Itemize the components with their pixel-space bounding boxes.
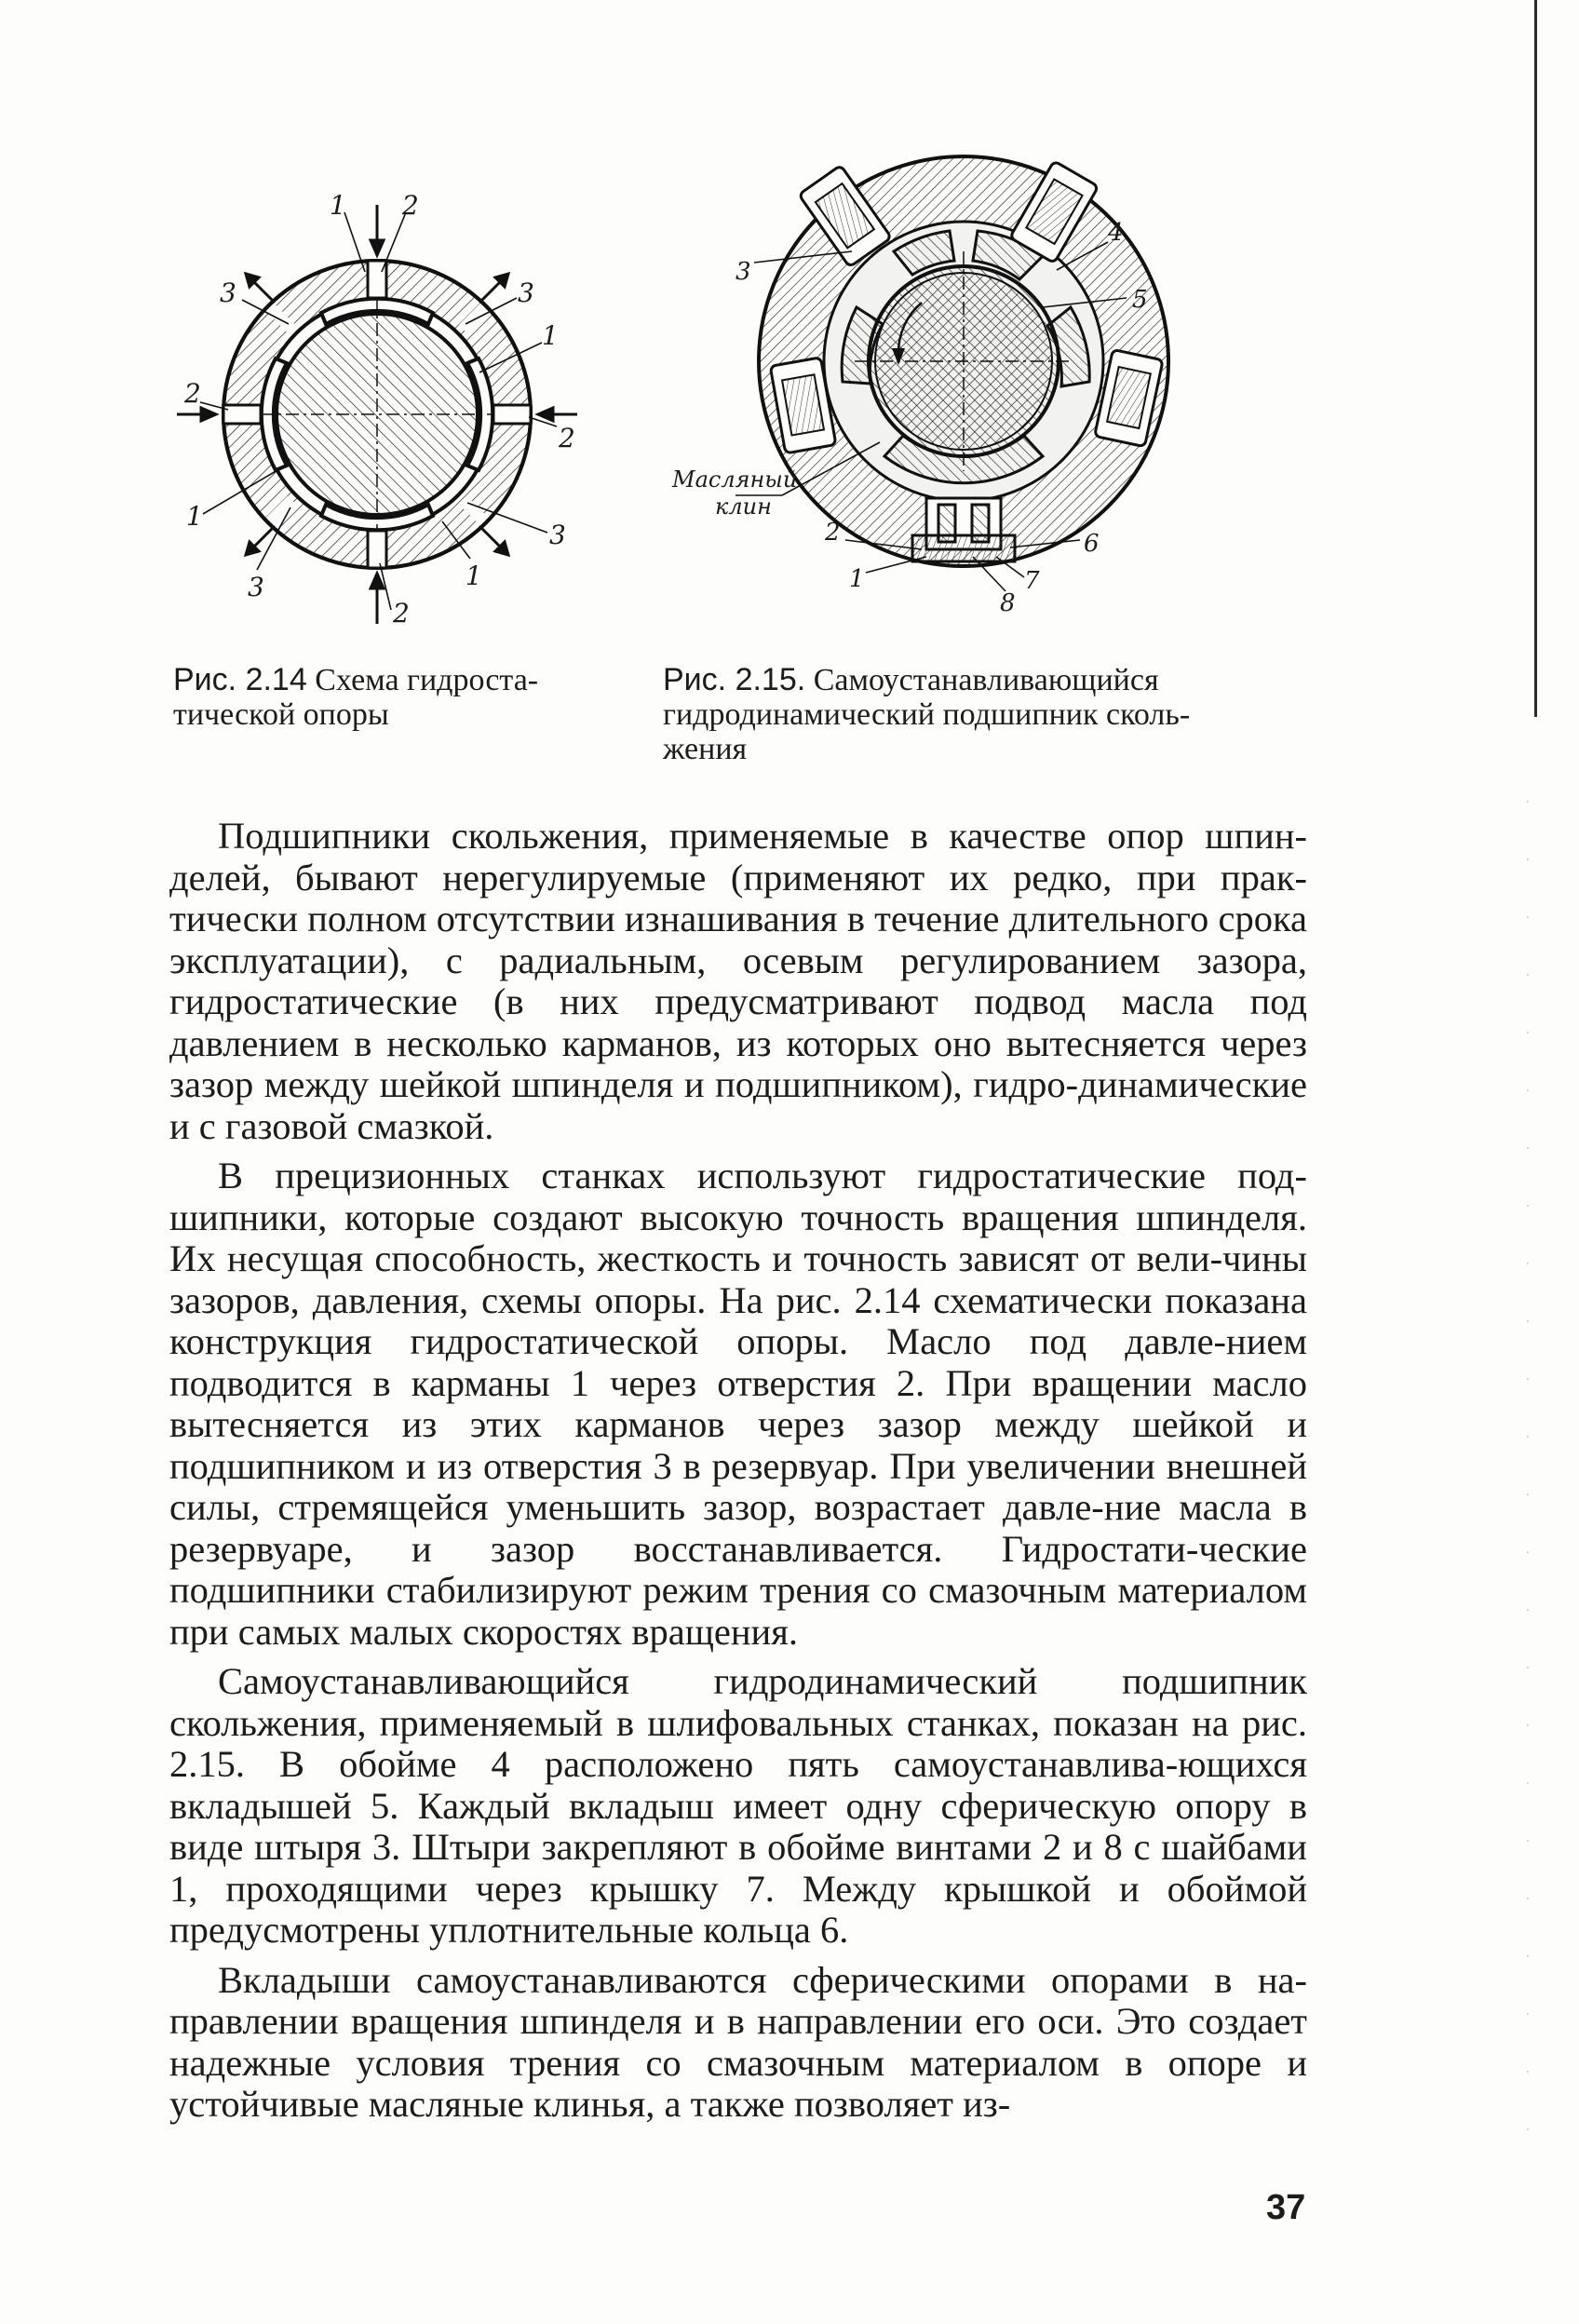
callout-1-right: 1 bbox=[542, 320, 559, 351]
callout-3-lower-left: 3 bbox=[248, 572, 264, 602]
callout-5: 5 bbox=[1132, 286, 1148, 314]
caption-text: Схема гидроста-тической опоры bbox=[173, 663, 539, 732]
callout-8: 8 bbox=[1000, 589, 1016, 617]
callout-1-left: 1 bbox=[186, 501, 203, 532]
callout-6: 6 bbox=[1084, 530, 1100, 558]
callout-1: 1 bbox=[849, 565, 865, 593]
figure-2-14-caption bbox=[173, 663, 592, 732]
paragraph: Подшипники скольжения, применяемые в качестве опор шпин-делей, бывают нерегулируемые (применяют их редко, при прак-тически полном отсутствии изнашивания в течение длительного срока эксплуатации), с радиальным, осевым регулированием зазора, гидростатические (в них предусматривают подвод масла под давлением в несколько карманов, из которых оно вытесняется через зазор между шейкой шпинделя и подшипником), гидро-динамические и с газовой смазкой. bbox=[169, 815, 1307, 1147]
body-text bbox=[169, 816, 1307, 2134]
callout-2-bottom: 2 bbox=[393, 598, 410, 628]
oil-wedge-label-line2: клин bbox=[715, 493, 772, 520]
self-aligning-bearing-drawing bbox=[642, 121, 1248, 656]
caption-number: Рис. 2.14 bbox=[173, 662, 307, 697]
callout-7: 7 bbox=[1024, 567, 1040, 595]
caption-number: Рис. 2.15. bbox=[663, 662, 806, 697]
callout-3-upper-left: 3 bbox=[220, 277, 236, 308]
callout-3: 3 bbox=[736, 258, 751, 286]
callout-2: 2 bbox=[825, 519, 841, 547]
callout-3-lower-right: 3 bbox=[549, 520, 566, 550]
callout-1-top: 1 bbox=[330, 190, 346, 221]
callout-3-upper-right: 3 bbox=[518, 277, 534, 308]
paragraph: Самоустанавливающийся гидродинамический подшипник скольжения, применяемый в шлифовальных станках, показан на рис. 2.15. В обойме 4 расположено пять самоустанавлива-ющихся вкладышей 5. Каждый вкладыш имеет одну сферическую опору в виде штыря 3. Штыри закрепляют в обойме винтами 2 и 8 с шайбами 1, проходящими через крышку 7. Между крышкой и обоймой предусмотрены уплотнительные кольца 6. bbox=[169, 1660, 1307, 1951]
figure-2-14 bbox=[158, 186, 596, 642]
oil-wedge-label-line1: Масляный bbox=[672, 466, 798, 493]
caption-text: Самоустанавливающийся гидродинамический подшипник сколь-жения bbox=[663, 663, 1191, 766]
paragraph: В прецизионных станках используют гидростатические под-шипники, которые создают высокую точность вращения шпинделя. Их несущая способность, жесткость и точность зависят от вели-чины зазоров, давления, схемы опоры. На рис. 2.14 схематически показана конструкция гидростатической опоры. Масло под давле-нием подводится в карманы 1 через отверстия 2. При вращении масло вытесняется из этих карманов через зазор между шейкой и подшипником и из отверстия 3 в резервуар. При увеличении внешней силы, стремящейся уменьшить зазор, возрастает давле-ние масла в резервуаре, и зазор восстанавливается. Гидростати-ческие подшипники стабилизируют режим трения со смазочным материалом при самых малых скоростях вращения. bbox=[169, 1155, 1307, 1653]
callout-2-right: 2 bbox=[559, 423, 575, 453]
callout-2-top: 2 bbox=[402, 190, 419, 221]
hydrostatic-bearing-drawing bbox=[158, 186, 596, 642]
page-edge-line bbox=[1534, 0, 1537, 717]
figure-2-15 bbox=[642, 121, 1248, 656]
figure-2-15-caption bbox=[663, 663, 1259, 766]
page-edge-specks bbox=[1527, 745, 1529, 2142]
callout-4: 4 bbox=[1108, 219, 1124, 247]
paragraph: Вкладыши самоустанавливаются сферическими опорами в на-правлении вращения шпинделя и в направлении его оси. Это создает надежные условия трения со смазочным материалом в опоре и устойчивые масляные клинья, а также позволяет из- bbox=[169, 1958, 1307, 2125]
callout-2-left: 2 bbox=[184, 378, 201, 409]
page-number: 37 bbox=[1266, 2188, 1306, 2227]
callout-1-lower-right: 1 bbox=[466, 561, 482, 591]
